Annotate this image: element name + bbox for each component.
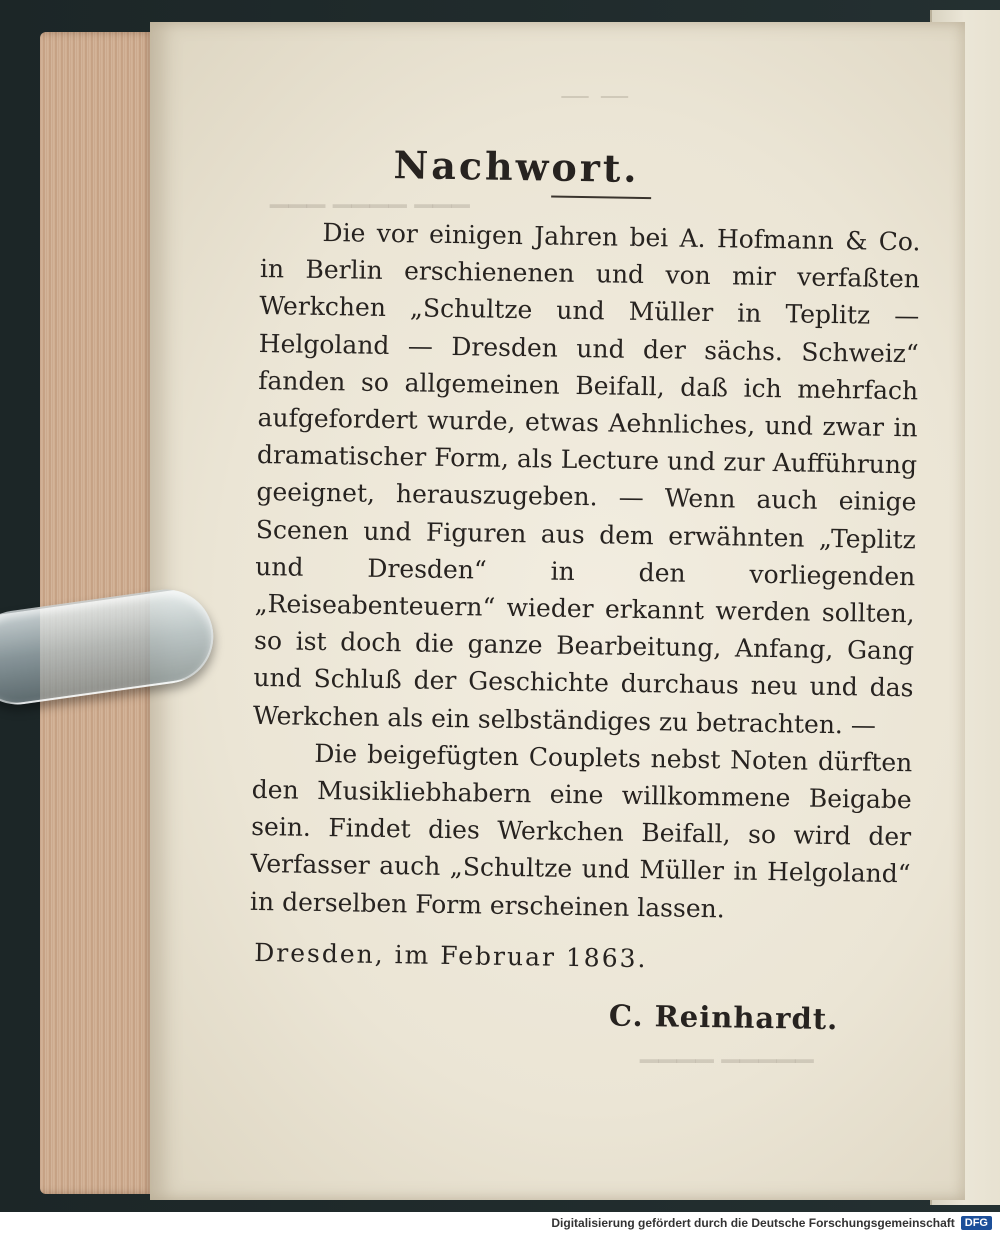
postscript-text xyxy=(248,140,922,1037)
dfg-logo: DFG xyxy=(961,1216,992,1230)
author-signature: C. Reinhardt. xyxy=(608,998,839,1037)
paragraph: Die vor einigen Jahren bei A. Hofmann & Co. in Berlin erschienenen und von mir verfaßten Werkchen „Schultze und Müller in Teplitz — Helgoland — Dresden und der sächs. Schweiz“ fanden so allgemeinen Beifall, daß ich mehrfach aufgefordert wurde, etwas Aehnliches, und zwar in dramatischer Form, als Lecture und zur Aufführung geeignet, herauszugeben. — Wenn auch einige Scenen und Figuren aus dem erwähnten „Teplitz und Dresden“ in den vorliegenden „Reiseabenteuern“ wieder erkannt werden sollten, so ist doch die ganze Bearbeitung, Anfang, Gang und Schluß der Geschichte durchaus neu und das Werkchen als ein selbständiges zu betrachten. — xyxy=(252,217,921,740)
paragraph: Die beigefügten Couplets nebst Noten dürften den Musikliebhabern eine willkommene Beigabe sein. Findet dies Werkchen Beifall, so wird der Verfasser auch „Schultze und Müller in Helgoland“ in derselben Form erscheinen lassen. xyxy=(249,738,913,924)
bleed-through-mark: ▁▁▁ ▁▁▁▁ ▁▁▁ xyxy=(270,180,470,208)
footer-credit: Digitalisierung gefördert durch die Deutsche Forschungsgemeinschaft xyxy=(551,1216,955,1230)
place-date-line: Dresden, im Februar 1863. xyxy=(254,937,648,974)
bleed-through-mark: ▁▁▁▁ ▁▁▁▁▁ xyxy=(640,1035,814,1063)
digitization-footer xyxy=(0,1212,1000,1234)
page-title: Nachwort. xyxy=(393,142,640,191)
title-underline xyxy=(551,196,651,200)
bleed-through-mark: — — xyxy=(560,78,630,113)
